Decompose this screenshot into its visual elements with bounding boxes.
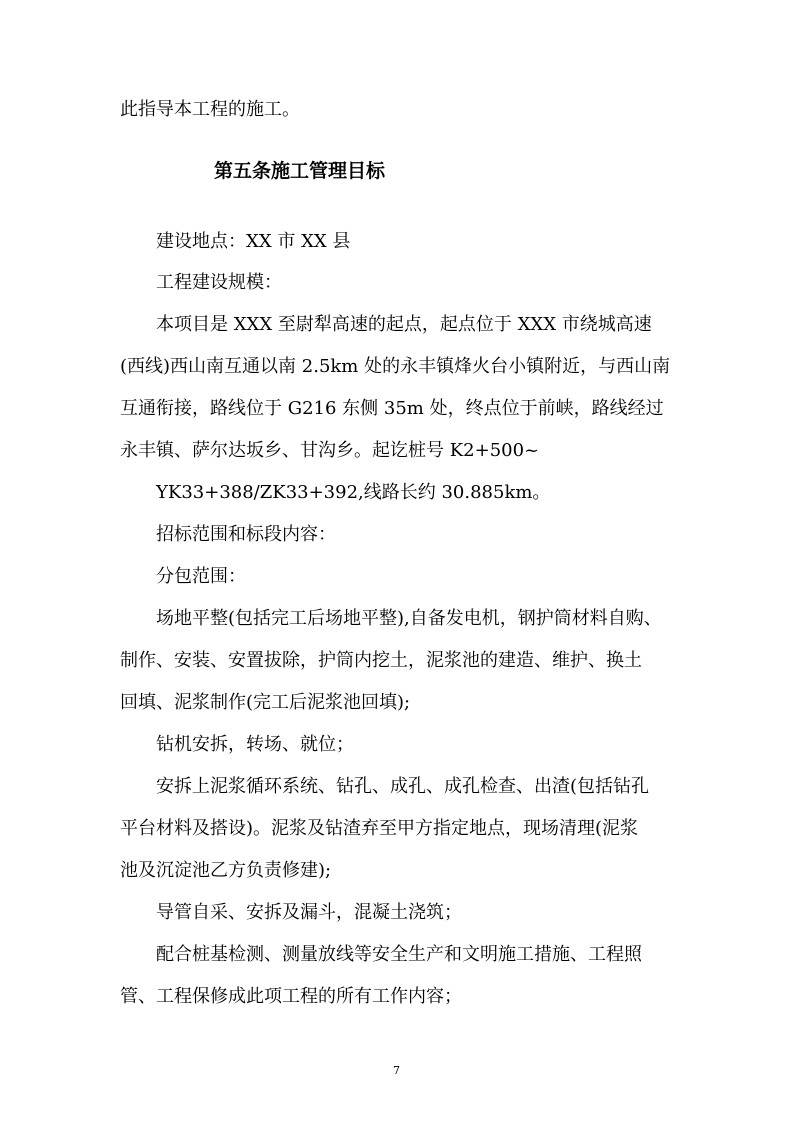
paragraph-line-intro: 此指导本工程的施工。	[120, 99, 300, 120]
paragraph-line: 安拆上泥浆循环系统、钻孔、成孔、成孔检查、出渣(包括钻孔	[156, 776, 650, 797]
paragraph-line: 钻机安拆，转场、就位；	[156, 734, 354, 755]
paragraph-line-scale-label: 工程建设规模：	[156, 272, 282, 293]
paragraph-line: 互通衔接，路线位于 G216 东侧 35m 处，终点位于前峡，路线经过	[120, 398, 664, 419]
section-heading: 第五条施工管理目标	[214, 160, 386, 182]
paragraph-line: YK33+388/ZK33+392,线路长约 30.885km。	[156, 482, 551, 503]
paragraph-line: 回填、泥浆制作(完工后泥浆池回填);	[120, 692, 411, 713]
paragraph-line: 场地平整(包括完工后场地平整),自备发电机，钢护筒材料自购、	[156, 608, 662, 629]
paragraph-line-location: 建设地点：XX 市 XX 县	[156, 231, 351, 252]
paragraph-line-tender-scope: 招标范围和标段内容：	[156, 524, 336, 545]
paragraph-line-subcontract-scope: 分包范围：	[156, 566, 246, 587]
paragraph-line: 永丰镇、萨尔达坂乡、甘沟乡。起讫桩号 K2+500~	[120, 440, 540, 461]
paragraph-line: 导管自采、安拆及漏斗，混凝土浇筑；	[156, 902, 462, 923]
paragraph-line: 池及沉淀池乙方负责修建);	[120, 860, 332, 881]
paragraph-line: 配合桩基检测、测量放线等安全生产和文明施工措施、工程照	[156, 944, 642, 965]
paragraph-line: 制作、安装、安置拔除，护筒内挖土，泥浆池的建造、维护、换土	[120, 650, 642, 671]
paragraph-line: 平台材料及搭设)。泥浆及钻渣弃至甲方指定地点，现场清理(泥浆	[120, 818, 639, 839]
paragraph-line: 管、工程保修成此项工程的所有工作内容；	[120, 986, 462, 1007]
paragraph-line: (西线)西山南互通以南 2.5km 处的永丰镇烽火台小镇附近，与西山南	[120, 356, 671, 377]
page-number: 7	[393, 1064, 400, 1077]
paragraph-line: 本项目是 XXX 至尉犁高速的起点，起点位于 XXX 市绕城高速	[156, 314, 652, 335]
